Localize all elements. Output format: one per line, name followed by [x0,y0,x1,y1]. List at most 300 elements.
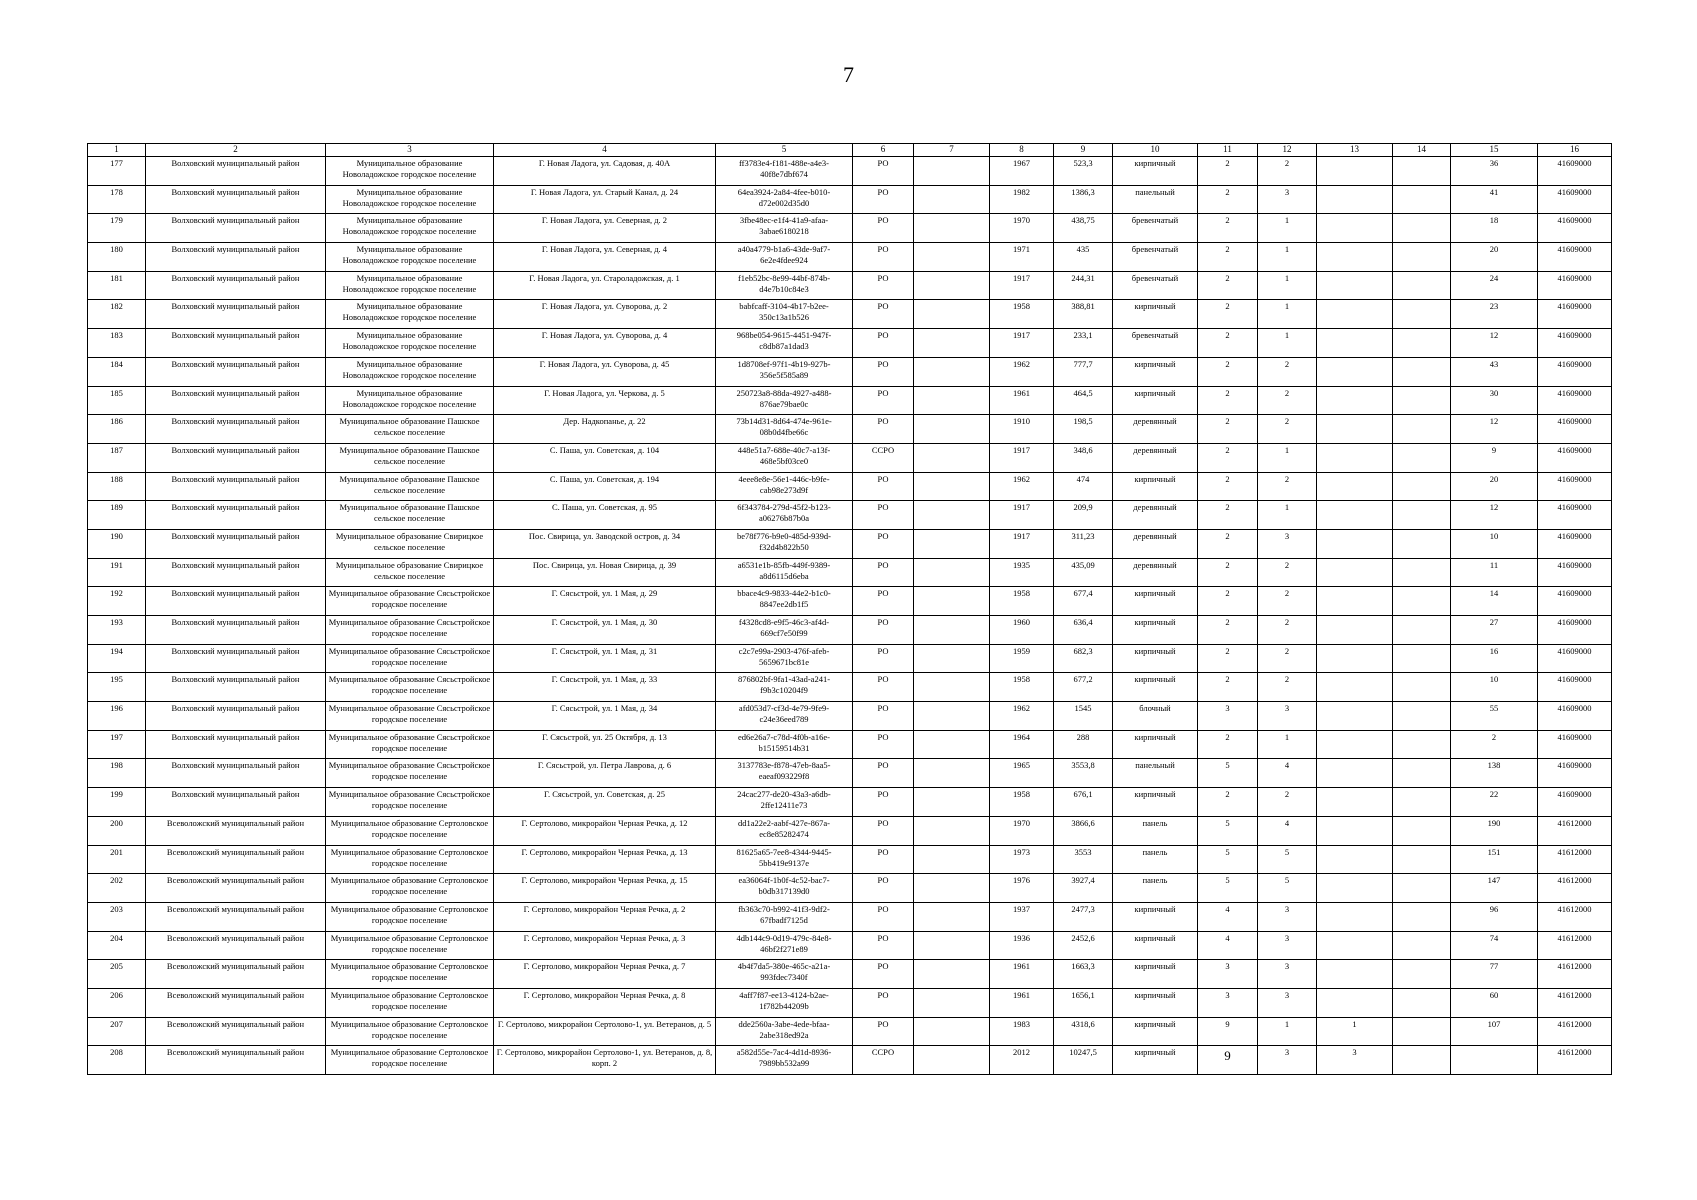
cell-c12: 1 [1258,329,1317,358]
cell-c9: 438,75 [1054,214,1113,243]
cell-c10: блочный [1113,702,1198,731]
cell-c5: babfcaff-3104-4b17-b2ee-350c13a1b526 [716,300,853,329]
cell-c6: РО [853,730,914,759]
table-row [88,529,1612,558]
cell-c6: РО [853,157,914,186]
cell-c6: РО [853,415,914,444]
cell-c14 [1393,214,1451,243]
cell-c7 [914,329,990,358]
column-header-9: 9 [1054,144,1113,157]
cell-c3: Муниципальное образование Сертоловское городское поселение [326,960,494,989]
cell-c4: С. Паша, ул. Советская, д. 104 [494,443,716,472]
cell-c10: деревянный [1113,529,1198,558]
cell-c6: ССРО [853,1046,914,1075]
cell-c6: РО [853,960,914,989]
cell-c8: 1935 [990,558,1054,587]
cell-c10: бревенчатый [1113,329,1198,358]
cell-c1: 203 [88,902,146,931]
cell-c2: Волховский муниципальный район [146,214,326,243]
cell-c13 [1317,243,1393,272]
cell-c16: 41609000 [1538,271,1612,300]
cell-c13 [1317,874,1393,903]
cell-c14 [1393,271,1451,300]
cell-c10: деревянный [1113,501,1198,530]
cell-c7 [914,644,990,673]
cell-c8: 1964 [990,730,1054,759]
cell-c10: кирпичный [1113,472,1198,501]
cell-c8: 1976 [990,874,1054,903]
cell-c15: 2 [1451,730,1538,759]
cell-c2: Волховский муниципальный район [146,243,326,272]
cell-c4: Пос. Свирица, ул. Новая Свирица, д. 39 [494,558,716,587]
cell-c11 [1198,845,1258,874]
cell-c15: 11 [1451,558,1538,587]
cell-c6: РО [853,300,914,329]
cell-c15: 74 [1451,931,1538,960]
column-header-5: 5 [716,144,853,157]
cell-c2: Всеволожский муниципальный район [146,902,326,931]
cell-c10: кирпичный [1113,730,1198,759]
cell-c12: 3 [1258,185,1317,214]
cell-c11-value: 5 [1225,760,1230,771]
column-header-12: 12 [1258,144,1317,157]
cell-c16: 41609000 [1538,788,1612,817]
cell-c11-value: 2 [1225,186,1230,197]
cell-c7 [914,988,990,1017]
cell-c7 [914,730,990,759]
cell-c11 [1198,386,1258,415]
cell-c6: РО [853,816,914,845]
cell-c8: 1958 [990,300,1054,329]
cell-c15: 27 [1451,616,1538,645]
cell-c4: Г. Новая Ладога, ул. Суворова, д. 45 [494,357,716,386]
cell-c13 [1317,759,1393,788]
cell-c4: Г. Новая Ладога, ул. Старый Канал, д. 24 [494,185,716,214]
cell-c8: 1983 [990,1017,1054,1046]
cell-c11 [1198,1017,1258,1046]
cell-c15: 22 [1451,788,1538,817]
cell-c4: Г. Сертолово, микрорайон Черная Речка, д. 3 [494,931,716,960]
cell-c11 [1198,214,1258,243]
cell-c12: 2 [1258,558,1317,587]
cell-c11 [1198,673,1258,702]
cell-c11-value: 2 [1225,387,1230,398]
cell-c2: Волховский муниципальный район [146,443,326,472]
cell-c5: f1eb52bc-8e99-44bf-874b-d4e7b10c84e3 [716,271,853,300]
cell-c2: Волховский муниципальный район [146,501,326,530]
cell-c4: С. Паша, ул. Советская, д. 95 [494,501,716,530]
cell-c11-value: 2 [1225,530,1230,541]
cell-c12: 2 [1258,157,1317,186]
cell-c3: Муниципальное образование Сясьстройское городское поселение [326,644,494,673]
cell-c1: 207 [88,1017,146,1046]
cell-c5: 4db144c9-0d19-479c-84e8-46bf2f271e89 [716,931,853,960]
cell-c2: Волховский муниципальный район [146,759,326,788]
cell-c16: 41612000 [1538,874,1612,903]
cell-c12: 1 [1258,443,1317,472]
cell-c1: 180 [88,243,146,272]
cell-c11-value: 2 [1225,244,1230,255]
cell-c16: 41609000 [1538,443,1612,472]
cell-c3: Муниципальное образование Новоладожское городское поселение [326,271,494,300]
column-header-15: 15 [1451,144,1538,157]
cell-c12: 3 [1258,988,1317,1017]
cell-c12: 3 [1258,960,1317,989]
cell-c11-value: 4 [1225,903,1230,914]
cell-c4: Г. Сясьстрой, ул. Петра Лаврова, д. 6 [494,759,716,788]
cell-c11 [1198,529,1258,558]
cell-c11-value: 3 [1225,703,1230,714]
cell-c3: Муниципальное образование Новоладожское городское поселение [326,243,494,272]
cell-c9: 209,9 [1054,501,1113,530]
table-row [88,702,1612,731]
cell-c7 [914,788,990,817]
cell-c10: кирпичный [1113,644,1198,673]
cell-c14 [1393,157,1451,186]
cell-c11 [1198,472,1258,501]
cell-c14 [1393,529,1451,558]
cell-c16: 41609000 [1538,357,1612,386]
cell-c11-value: 2 [1225,559,1230,570]
cell-c13 [1317,386,1393,415]
cell-c12: 2 [1258,472,1317,501]
cell-c1: 200 [88,816,146,845]
cell-c8: 1971 [990,243,1054,272]
cell-c4: С. Паша, ул. Советская, д. 194 [494,472,716,501]
cell-c13 [1317,816,1393,845]
cell-c11 [1198,902,1258,931]
cell-c7 [914,243,990,272]
cell-c2: Всеволожский муниципальный район [146,988,326,1017]
cell-c14 [1393,874,1451,903]
cell-c16: 41609000 [1538,644,1612,673]
cell-c8: 1958 [990,673,1054,702]
cell-c11 [1198,501,1258,530]
column-header-1: 1 [88,144,146,157]
cell-c11 [1198,1046,1258,1075]
cell-c12: 5 [1258,845,1317,874]
cell-c9: 2452,6 [1054,931,1113,960]
cell-c16: 41609000 [1538,558,1612,587]
cell-c9: 682,3 [1054,644,1113,673]
table-row [88,185,1612,214]
cell-c12: 3 [1258,702,1317,731]
cell-c16: 41609000 [1538,415,1612,444]
cell-c15: 18 [1451,214,1538,243]
cell-c8: 1965 [990,759,1054,788]
cell-c7 [914,673,990,702]
cell-c9: 311,23 [1054,529,1113,558]
table-row [88,214,1612,243]
cell-c14 [1393,415,1451,444]
cell-c5: ff3783e4-f181-488e-a4e3-40f8e7dbf674 [716,157,853,186]
cell-c16: 41612000 [1538,960,1612,989]
cell-c2: Всеволожский муниципальный район [146,874,326,903]
cell-c16: 41612000 [1538,988,1612,1017]
cell-c11-value: 5 [1225,875,1230,886]
cell-c1: 196 [88,702,146,731]
cell-c11-value: 2 [1225,301,1230,312]
cell-c7 [914,1017,990,1046]
cell-c7 [914,702,990,731]
cell-c14 [1393,558,1451,587]
cell-c9: 244,31 [1054,271,1113,300]
cell-c9: 3927,4 [1054,874,1113,903]
cell-c16: 41609000 [1538,673,1612,702]
cell-c15: 138 [1451,759,1538,788]
table-row [88,386,1612,415]
cell-c3: Муниципальное образование Сясьстройское городское поселение [326,788,494,817]
cell-c11-value: 2 [1225,473,1230,484]
cell-c11-value: 2 [1225,645,1230,656]
cell-c13 [1317,931,1393,960]
cell-c11-value: 2 [1225,789,1230,800]
cell-c15: 10 [1451,673,1538,702]
table-row [88,931,1612,960]
cell-c7 [914,157,990,186]
cell-c14 [1393,616,1451,645]
cell-c12: 2 [1258,644,1317,673]
cell-c16: 41612000 [1538,845,1612,874]
cell-c1: 198 [88,759,146,788]
cell-c14 [1393,472,1451,501]
page-number: 7 [843,62,854,87]
cell-c6: РО [853,616,914,645]
cell-c7 [914,185,990,214]
cell-c8: 2012 [990,1046,1054,1075]
cell-c15: 147 [1451,874,1538,903]
cell-c5: 24cac277-de20-43a3-a6db-2ffe12411e73 [716,788,853,817]
cell-c14 [1393,644,1451,673]
cell-c16: 41609000 [1538,329,1612,358]
cell-c3: Муниципальное образование Свирицкое сельское поселение [326,558,494,587]
cell-c13 [1317,587,1393,616]
cell-c9: 474 [1054,472,1113,501]
column-header-6: 6 [853,144,914,157]
cell-c15: 190 [1451,816,1538,845]
cell-c1: 197 [88,730,146,759]
cell-c13 [1317,329,1393,358]
table-row [88,874,1612,903]
cell-c15: 20 [1451,243,1538,272]
cell-c11 [1198,759,1258,788]
cell-c7 [914,386,990,415]
cell-c3: Муниципальное образование Сясьстройское городское поселение [326,759,494,788]
cell-c2: Волховский муниципальный район [146,271,326,300]
cell-c11-value: 2 [1225,330,1230,341]
cell-c14 [1393,1017,1451,1046]
cell-c8: 1961 [990,960,1054,989]
cell-c13 [1317,415,1393,444]
cell-c15: 10 [1451,529,1538,558]
cell-c14 [1393,988,1451,1017]
cell-c11 [1198,988,1258,1017]
cell-c14 [1393,386,1451,415]
cell-c4: Г. Новая Ладога, ул. Северная, д. 4 [494,243,716,272]
cell-c5: afd053d7-cf3d-4e79-9fe9-c24e36eed789 [716,702,853,731]
cell-c10: бревенчатый [1113,243,1198,272]
cell-c14 [1393,702,1451,731]
cell-c11-value: 2 [1225,158,1230,168]
cell-c11-value: 2 [1225,416,1230,427]
column-header-4: 4 [494,144,716,157]
cell-c3: Муниципальное образование Свирицкое сельское поселение [326,529,494,558]
cell-c10: кирпичный [1113,902,1198,931]
cell-c1: 202 [88,874,146,903]
cell-c7 [914,443,990,472]
cell-c6: РО [853,185,914,214]
cell-c10: панель [1113,874,1198,903]
cell-c11-value: 2 [1225,617,1230,627]
cell-c5: 876802bf-9fa1-43ad-a241-f9b3c10204f9 [716,673,853,702]
cell-c9: 523,3 [1054,157,1113,186]
cell-c4: Г. Новая Ладога, ул. Северная, д. 2 [494,214,716,243]
cell-c3: Муниципальное образование Сертоловское городское поселение [326,874,494,903]
cell-c13 [1317,558,1393,587]
cell-c6: РО [853,386,914,415]
cell-c2: Всеволожский муниципальный район [146,960,326,989]
cell-c9: 677,2 [1054,673,1113,702]
cell-c7 [914,1046,990,1075]
cell-c12: 2 [1258,587,1317,616]
cell-c11 [1198,730,1258,759]
cell-c13 [1317,214,1393,243]
cell-c2: Волховский муниципальный район [146,472,326,501]
cell-c12: 1 [1258,243,1317,272]
cell-c6: РО [853,988,914,1017]
cell-c8: 1958 [990,587,1054,616]
cell-c2: Волховский муниципальный район [146,386,326,415]
cell-c11-value: 4 [1225,932,1230,943]
cell-c16: 41612000 [1538,816,1612,845]
cell-c6: РО [853,702,914,731]
cell-c1: 181 [88,271,146,300]
cell-c11 [1198,558,1258,587]
cell-c5: ed6e26a7-c78d-4f0b-a16e-b15159514b31 [716,730,853,759]
cell-c15: 16 [1451,644,1538,673]
cell-c15: 43 [1451,357,1538,386]
cell-c11 [1198,702,1258,731]
table-row [88,357,1612,386]
cell-c15: 55 [1451,702,1538,731]
cell-c3: Муниципальное образование Сертоловское городское поселение [326,988,494,1017]
cell-c15: 9 [1451,443,1538,472]
cell-c4: Г. Новая Ладога, ул. Суворова, д. 4 [494,329,716,358]
cell-c1: 179 [88,214,146,243]
cell-c13 [1317,472,1393,501]
cell-c8: 1970 [990,214,1054,243]
cell-c5: 3137783e-f878-47eb-8aa5-eaeaf093229f8 [716,759,853,788]
cell-c12: 2 [1258,415,1317,444]
cell-c7 [914,357,990,386]
cell-c7 [914,874,990,903]
cell-c5: a6531e1b-85fb-449f-9389-a8d6115d6eba [716,558,853,587]
cell-c10: панельный [1113,759,1198,788]
cell-c6: РО [853,874,914,903]
cell-c11 [1198,587,1258,616]
cell-c11-value: 2 [1225,444,1230,455]
cell-c15: 151 [1451,845,1538,874]
cell-c11 [1198,931,1258,960]
cell-c6: РО [853,644,914,673]
cell-c8: 1960 [990,616,1054,645]
column-header-2: 2 [146,144,326,157]
cell-c2: Волховский муниципальный район [146,730,326,759]
cell-c16: 41612000 [1538,902,1612,931]
cell-c1: 178 [88,185,146,214]
cell-c9: 348,6 [1054,443,1113,472]
cell-c5: dde2560a-3abe-4ede-bfaa-2abe318ed92a [716,1017,853,1046]
column-header-7: 7 [914,144,990,157]
cell-c4: Дер. Надкопанье, д. 22 [494,415,716,444]
cell-c2: Волховский муниципальный район [146,300,326,329]
table-row [88,788,1612,817]
cell-c10: кирпичный [1113,300,1198,329]
cell-c12: 2 [1258,386,1317,415]
cell-c12: 4 [1258,816,1317,845]
cell-c3: Муниципальное образование Новоладожское городское поселение [326,300,494,329]
cell-c3: Муниципальное образование Сертоловское городское поселение [326,902,494,931]
cell-c6: РО [853,759,914,788]
cell-c6: РО [853,587,914,616]
cell-c5: 4eee8e8e-56e1-446c-b9fe-cab98e273d9f [716,472,853,501]
cell-c10: деревянный [1113,558,1198,587]
cell-c14 [1393,443,1451,472]
cell-c3: Муниципальное образование Новоладожское городское поселение [326,357,494,386]
cell-c1: 192 [88,587,146,616]
cell-c1: 186 [88,415,146,444]
cell-c12: 1 [1258,501,1317,530]
cell-c1: 199 [88,788,146,817]
cell-c6: РО [853,558,914,587]
cell-c1: 185 [88,386,146,415]
cell-c4: Г. Сясьстрой, ул. 1 Мая, д. 31 [494,644,716,673]
cell-c10: кирпичный [1113,1017,1198,1046]
cell-c8: 1961 [990,988,1054,1017]
cell-c15: 12 [1451,329,1538,358]
cell-c2: Волховский муниципальный район [146,529,326,558]
cell-c12: 1 [1258,214,1317,243]
cell-c9: 3866,6 [1054,816,1113,845]
cell-c1: 184 [88,357,146,386]
cell-c9: 435,09 [1054,558,1113,587]
cell-c5: fb363c70-b992-41f3-9df2-67fbadf7125d [716,902,853,931]
cell-c3: Муниципальное образование Сясьстройское городское поселение [326,730,494,759]
cell-c16: 41609000 [1538,501,1612,530]
cell-c16: 41609000 [1538,616,1612,645]
cell-c13 [1317,157,1393,186]
cell-c1: 190 [88,529,146,558]
cell-c15: 12 [1451,501,1538,530]
table-row [88,616,1612,645]
cell-c7 [914,501,990,530]
cell-c5: 4b4f7da5-380e-465c-a21a-993fdec7340f [716,960,853,989]
cell-c8: 1937 [990,902,1054,931]
cell-c12: 1 [1258,300,1317,329]
column-header-8: 8 [990,144,1054,157]
table-row [88,415,1612,444]
cell-c16: 41609000 [1538,386,1612,415]
cell-c16: 41612000 [1538,1017,1612,1046]
cell-c2: Волховский муниципальный район [146,644,326,673]
cell-c3: Муниципальное образование Сертоловское городское поселение [326,931,494,960]
cell-c9: 4318,6 [1054,1017,1113,1046]
cell-c13 [1317,845,1393,874]
table-row [88,443,1612,472]
cell-c11 [1198,443,1258,472]
column-header-13: 13 [1317,144,1393,157]
cell-c5: bbace4c9-9833-44e2-b1c0-8847ee2db1f5 [716,587,853,616]
